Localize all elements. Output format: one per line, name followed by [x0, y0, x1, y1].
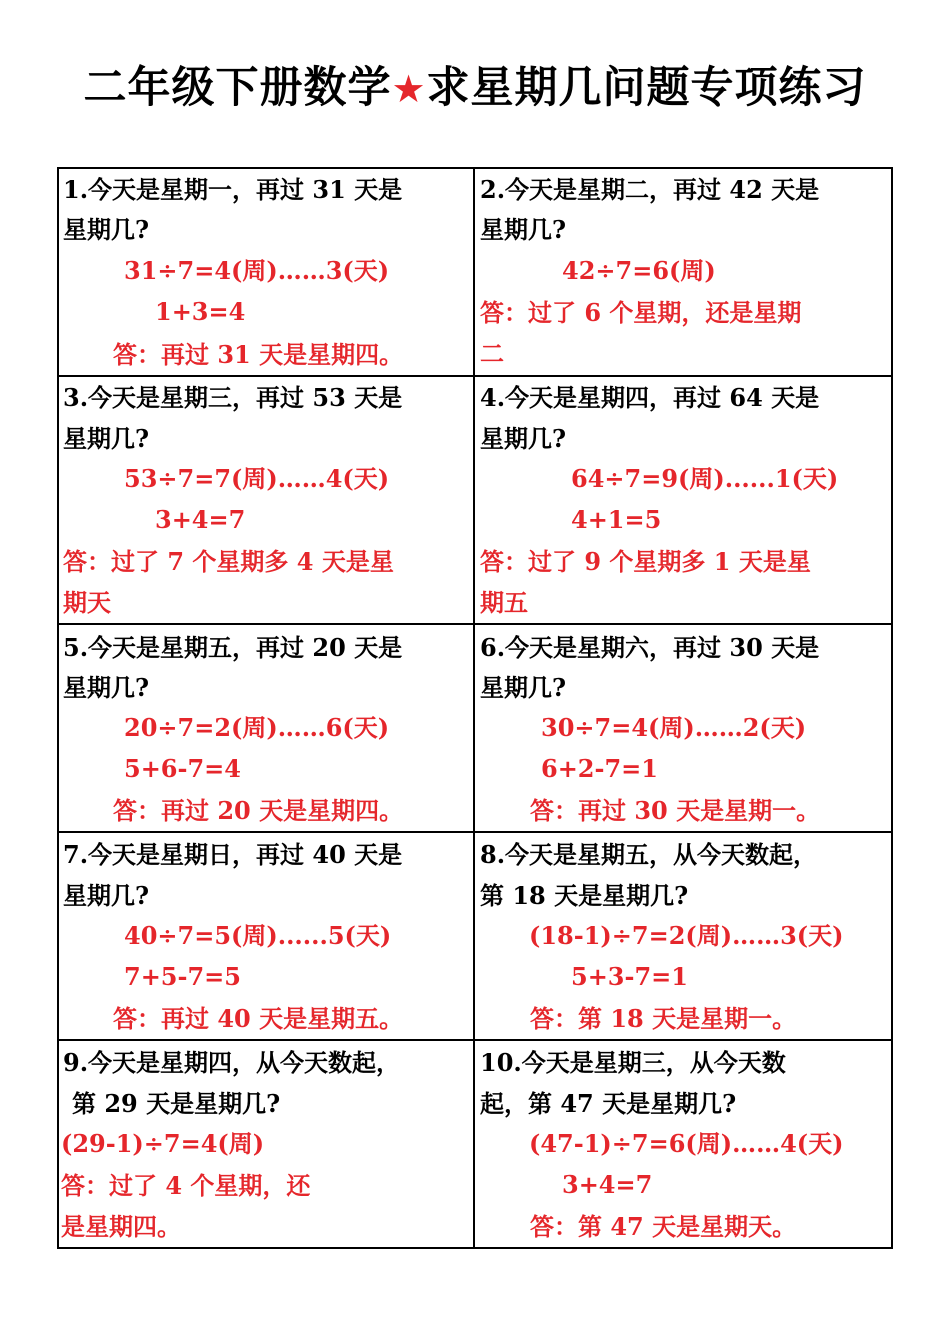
- solution-step: 3+4=7: [562, 1170, 653, 1199]
- solution-step: 31÷7=4(周)……3(天): [124, 256, 390, 285]
- answer-text: 答：第 47 天是星期天。: [530, 1212, 797, 1241]
- answer-text: 答：再过 31 天是星期四。: [113, 340, 404, 369]
- solution-step: 6+2-7=1: [541, 754, 658, 783]
- answer-text: 是星期四。: [61, 1212, 181, 1241]
- row-divider: [57, 1039, 893, 1041]
- question-text: 4.今天是星期四，再过 64 天是: [480, 383, 820, 412]
- page-title: [0, 58, 950, 119]
- question-text: 星期几?: [63, 215, 150, 244]
- solution-step: 42÷7=6(周): [562, 256, 716, 285]
- question-text: 星期几?: [63, 673, 150, 702]
- solution-step: 20÷7=2(周)……6(天): [124, 713, 390, 742]
- solution-step: 3+4=7: [155, 505, 246, 534]
- solution-step: 64÷7=9(周)......1(天): [571, 464, 839, 493]
- question-text: 6.今天是星期六，再过 30 天是: [480, 633, 820, 662]
- answer-text: 期天: [63, 588, 111, 617]
- question-text: 7.今天是星期日，再过 40 天是: [63, 840, 403, 869]
- title-text-part2: 求星期几问题专项练习: [426, 63, 867, 113]
- answer-text: 期五: [480, 588, 528, 617]
- solution-step: 1+3=4: [155, 297, 246, 326]
- question-text: 起，第 47 天是星期几?: [480, 1089, 737, 1118]
- solution-step: (47-1)÷7=6(周)……4(天): [529, 1129, 844, 1158]
- row-divider: [57, 375, 893, 377]
- question-text: 8.今天是星期五，从今天数起，: [480, 840, 818, 869]
- answer-text: 二: [480, 339, 504, 368]
- question-text: 星期几?: [63, 881, 150, 910]
- solution-step: (18-1)÷7=2(周)……3(天): [529, 921, 844, 950]
- row-divider: [57, 623, 893, 625]
- question-text: 星期几?: [480, 673, 567, 702]
- solution-step: 30÷7=4(周)……2(天): [541, 713, 807, 742]
- question-text: 第 29 天是星期几?: [72, 1089, 281, 1118]
- answer-text: 答：再过 40 天是星期五。: [113, 1004, 404, 1033]
- question-text: 9.今天是星期四，从今天数起，: [63, 1048, 401, 1077]
- solution-step: 4+1=5: [571, 505, 662, 534]
- column-divider: [473, 167, 475, 1249]
- question-text: 2.今天是星期二，再过 42 天是: [480, 175, 820, 204]
- question-text: 5.今天是星期五，再过 20 天是: [63, 633, 403, 662]
- solution-step: 5+6-7=4: [124, 754, 241, 783]
- question-text: 星期几?: [480, 424, 567, 453]
- solution-step: 7+5-7=5: [124, 962, 241, 991]
- problem-grid: [57, 167, 893, 1249]
- row-divider: [57, 831, 893, 833]
- answer-text: 答：过了 7 个星期多 4 天是星: [63, 547, 394, 576]
- answer-text: 答：过了 4 个星期，还: [61, 1171, 311, 1200]
- question-text: 星期几?: [480, 215, 567, 244]
- answer-text: 答：再过 30 天是星期一。: [530, 796, 821, 825]
- star-icon: ★: [391, 67, 427, 111]
- answer-text: 答：再过 20 天是星期四。: [113, 796, 404, 825]
- question-text: 1.今天是星期一，再过 31 天是: [63, 175, 403, 204]
- answer-text: 答：第 18 天是星期一。: [530, 1004, 797, 1033]
- answer-text: 答：过了 6 个星期，还是星期: [480, 298, 802, 327]
- question-text: 10.今天是星期三，从今天数: [480, 1048, 786, 1077]
- solution-step: 53÷7=7(周)……4(天): [124, 464, 390, 493]
- title-text-part1: 二年级下册数学: [83, 63, 392, 113]
- question-text: 3.今天是星期三，再过 53 天是: [63, 383, 403, 412]
- solution-step: (29-1)÷7=4(周): [61, 1129, 265, 1158]
- solution-step: 5+3-7=1: [571, 962, 688, 991]
- solution-step: 40÷7=5(周)......5(天): [124, 921, 392, 950]
- question-text: 第 18 天是星期几?: [480, 881, 689, 910]
- answer-text: 答：过了 9 个星期多 1 天是星: [480, 547, 811, 576]
- question-text: 星期几?: [63, 424, 150, 453]
